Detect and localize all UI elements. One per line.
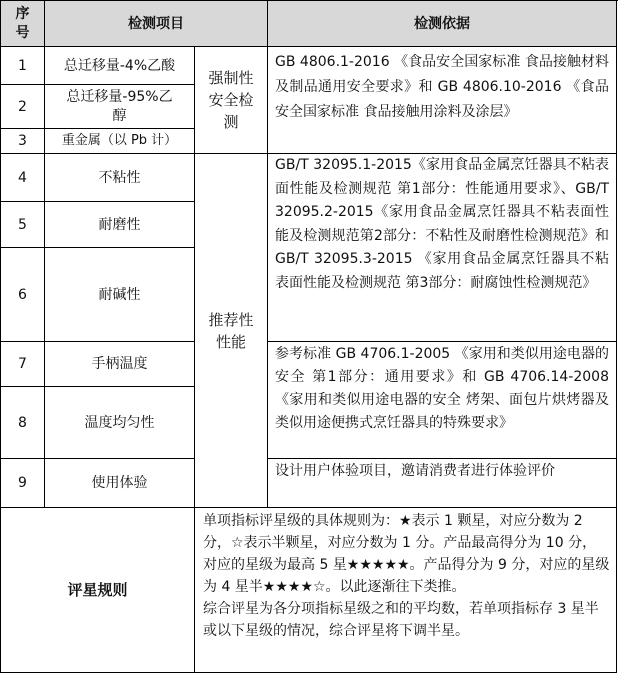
row-no-5: 5 (1, 202, 45, 248)
basis-mandatory: GB 4806.1-2016 《食品安全国家标准 食品接触材料及制品通用安全要求》和 GB 4806.10-2016 《食品安全国家标准 食品接触用涂料及涂层》 (268, 47, 617, 154)
row-item-1: 总迁移量-4%乙酸 (45, 47, 195, 85)
row-item-2: 总迁移量-95%乙 醇 (45, 85, 195, 129)
header-item: 检测项目 (45, 1, 268, 47)
basis-nonstick: GB/T 32095.1-2015《家用食品金属烹饪器具不粘表面性能及检测规范 第1部分：性能通用要求》、GB/T 32095.2-2015《家用食品金属烹饪器具不粘表面性能及检测规范第2部分：不粘性及耐磨性检测规范》和GB/T 32095.3-2015 《家用食品金属烹饪器具不粘表面性能及检测规范 第3部分：耐腐蚀性检测规范》 (268, 154, 617, 342)
row-item-6: 耐碱性 (45, 248, 195, 342)
row-item-8: 温度均匀性 (45, 387, 195, 459)
row-no-3: 3 (1, 129, 45, 154)
row-item-9: 使用体验 (45, 459, 195, 508)
group-mandatory: 强制性 安全检 测 (195, 47, 268, 154)
row-no-8: 8 (1, 387, 45, 459)
row-item-3: 重金属（以 Pb 计） (45, 129, 195, 154)
group-recommended: 推荐性 性能 (195, 154, 268, 508)
row-no-2: 2 (1, 85, 45, 129)
rating-label: 评星规则 (1, 508, 195, 673)
row-item-5: 耐磨性 (45, 202, 195, 248)
header-basis: 检测依据 (268, 1, 617, 47)
row-no-7: 7 (1, 342, 45, 387)
row-no-6: 6 (1, 248, 45, 342)
row-no-4: 4 (1, 154, 45, 202)
basis-experience: 设计用户体验项目，邀请消费者进行体验评价 (268, 459, 617, 508)
row-no-9: 9 (1, 459, 45, 508)
rating-text: 单项指标评星级的具体规则为：★表示 1 颗星，对应分数为 2 分，☆表示半颗星，对应分数为 1 分。产品最高得分为 10 分，对应的星级为最高 5 星★★★★★。产品得分为 9 分，对应的星级为 4 星半★★★★☆。以此逐渐往下类推。 综合评星为各分项指标星级之和的平均数，若单项指标存 3 星半或以下星级的情况，综合评星将下调半星。 (195, 508, 617, 673)
row-item-7: 手柄温度 (45, 342, 195, 387)
header-index: 序 号 (1, 1, 45, 47)
basis-temperature: 参考标准 GB 4706.1-2005 《家用和类似用途电器的安全 第1部分：通用要求》和 GB 4706.14-2008 《家用和类似用途电器的安全 烤架、面包片烘烤器及类似用途便携式烹饪器具的特殊要求》 (268, 342, 617, 459)
row-item-4: 不粘性 (45, 154, 195, 202)
row-no-1: 1 (1, 47, 45, 85)
